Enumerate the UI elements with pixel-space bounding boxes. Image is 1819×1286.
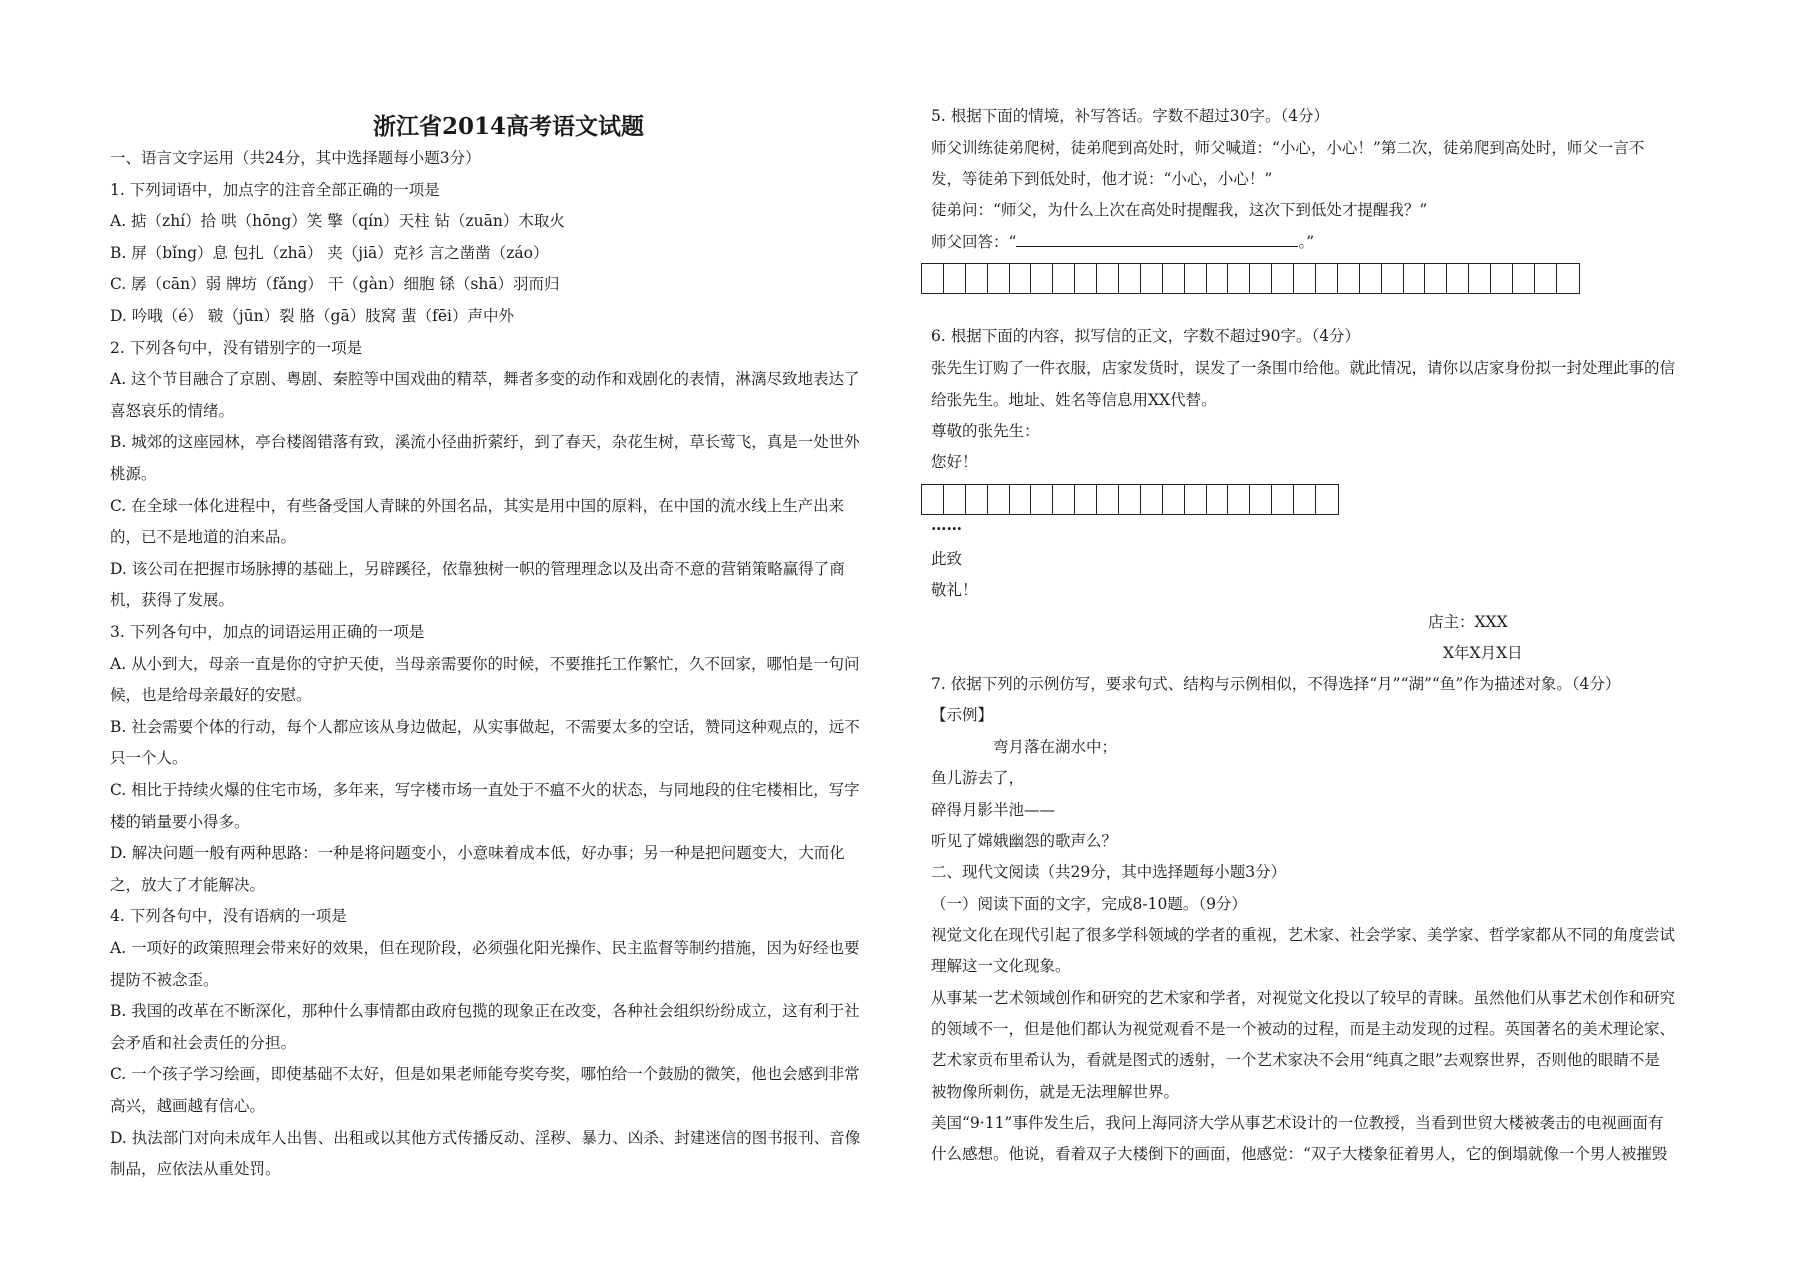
reading-line: 什么感想。他说，看着双子大楼倒下的画面，他感觉：“双子大楼象征着男人，它的倒塌就像一个男人被摧毁	[931, 1145, 1668, 1163]
answer-grid-cell[interactable]	[1053, 485, 1075, 514]
answer-grid-cell[interactable]	[922, 264, 944, 293]
q5-question: 徒弟问：“师父，为什么上次在高处时提醒我，这次下到低处才提醒我？”	[931, 201, 1428, 219]
letter-greeting: 尊敬的张先生：	[931, 422, 1040, 440]
answer-grid-cell[interactable]	[1031, 264, 1053, 293]
left-text-line: B. 屏（bǐng）息 包扎（zhā） 夹（jiā）克衫 言之凿凿（záo）	[110, 244, 549, 262]
left-text-line: A. 从小到大，母亲一直是你的守护天使，当母亲需要你的时候，不要推托工作繁忙，久不回家，哪怕是一句问	[110, 655, 860, 673]
letter-signer: 店主：XXX	[1428, 613, 1508, 631]
answer-grid-cell[interactable]	[1316, 485, 1338, 514]
answer-grid-cell[interactable]	[1097, 264, 1119, 293]
answer-grid-cell[interactable]	[1163, 485, 1185, 514]
left-text-line: D. 该公司在把握市场脉搏的基础上，另辟蹊径，依靠独树一帜的管理理念以及出奇不意的营销策略赢得了商	[110, 560, 845, 578]
exam-title: 浙江省2014高考语文试题	[373, 113, 645, 140]
q5-prompt: 5. 根据下面的情境，补写答话。字数不超过30字。（4分）	[931, 107, 1330, 125]
left-text-line: 的，已不是地道的泊来品。	[110, 528, 297, 546]
answer-grid-cell[interactable]	[922, 485, 944, 514]
left-text-line: 制品，应依法从重处罚。	[110, 1160, 281, 1178]
answer-grid-cell[interactable]	[1447, 264, 1469, 293]
answer-grid-cell[interactable]	[1163, 264, 1185, 293]
left-text-line: A. 一项好的政策照理会带来好的效果，但在现阶段，必须强化阳光操作、民主监督等制约措施，因为好经也要	[110, 939, 860, 957]
left-text-line: 机，获得了发展。	[110, 591, 235, 609]
q7-poem-line: 鱼儿游去了，	[931, 769, 1025, 787]
answer-grid-cell[interactable]	[1404, 264, 1426, 293]
left-text-line: 提防不被念歪。	[110, 971, 219, 989]
q6-answer-grid[interactable]	[921, 484, 1339, 515]
answer-grid-cell[interactable]	[1207, 264, 1229, 293]
left-text-line: 3. 下列各句中，加点的词语运用正确的一项是	[110, 623, 425, 641]
q5-answer-grid[interactable]	[921, 263, 1580, 294]
answer-grid-cell[interactable]	[1207, 485, 1229, 514]
answer-grid-cell[interactable]	[1228, 485, 1250, 514]
answer-grid-cell[interactable]	[1250, 264, 1272, 293]
answer-grid-cell[interactable]	[1228, 264, 1250, 293]
answer-grid-cell[interactable]	[1382, 264, 1404, 293]
q5-scenario-line: 师父训练徒弟爬树，徒弟爬到高处时，师父喊道：“小心，小心！”第二次，徒弟爬到高处时，师父一言不	[931, 139, 1645, 157]
left-text-line: 楼的销量要小得多。	[110, 813, 250, 831]
left-text-line: 之，放大了才能解决。	[110, 876, 266, 894]
answer-grid-cell[interactable]	[1185, 264, 1207, 293]
left-text-line: D. 吟哦（é） 皲（jūn）裂 胳（gā）肢窝 蜚（fēi）声中外	[110, 307, 514, 325]
left-text-line: D. 解决问题一般有两种思路：一种是将问题变小，小意味着成本低，好办事；另一种是把问题变大，大而化	[110, 844, 845, 862]
left-text-line: D. 执法部门对向未成年人出售、出租或以其他方式传播反动、淫秽、暴力、凶杀、封建迷信的图书报刊、音像	[110, 1129, 861, 1147]
answer-grid-cell[interactable]	[1010, 485, 1032, 514]
letter-closing: 敬礼！	[931, 581, 978, 599]
left-text-line: 2. 下列各句中，没有错别字的一项是	[110, 339, 363, 357]
answer-grid-cell[interactable]	[1469, 264, 1491, 293]
answer-grid-cell[interactable]	[1316, 264, 1338, 293]
left-text-line: B. 社会需要个体的行动，每个人都应该从身边做起，从实事做起，不需要太多的空话，赞同这种观点的，远不	[110, 718, 860, 736]
letter-closing: 此致	[931, 550, 963, 568]
left-text-line: C. 在全球一体化进程中，有些备受国人青睐的外国名品，其实是用中国的原料，在中国的流水线上生产出来	[110, 497, 845, 515]
reading-line: 从事某一艺术领域创作和研究的艺术家和学者，对视觉文化投以了较早的青睐。虽然他们从事艺术创作和研究	[931, 989, 1676, 1007]
answer-grid-cell[interactable]	[1535, 264, 1557, 293]
left-text-line: 喜怒哀乐的情绪。	[110, 402, 235, 420]
left-text-line: C. 孱（cān）弱 牌坊（fǎng） 干（gàn）细胞 铩（shā）羽而归	[110, 275, 560, 293]
answer-grid-cell[interactable]	[1031, 485, 1053, 514]
left-text-line: A. 掂（zhí）拾 哄（hōng）笑 擎（qín）天柱 钻（zuān）木取火	[110, 212, 565, 230]
answer-grid-cell[interactable]	[1294, 264, 1316, 293]
section2-subheading: （一）阅读下面的文字，完成8-10题。（9分）	[931, 895, 1247, 913]
answer-grid-cell[interactable]	[1272, 485, 1294, 514]
q6-scenario-line: 张先生订购了一件衣服，店家发货时，误发了一条围巾给他。就此情况，请你以店家身份拟一封处理此事的信	[931, 359, 1676, 377]
left-text-line: 会矛盾和社会责任的分担。	[110, 1034, 297, 1052]
left-text-line: 候，也是给母亲最好的安慰。	[110, 686, 312, 704]
left-text-line: 一、语言文字运用（共24分，其中选择题每小题3分）	[110, 149, 481, 167]
left-text-line: C. 相比于持续火爆的住宅市场，多年来，写字楼市场一直处于不瘟不火的状态，与同地段的住宅楼相比，写字	[110, 781, 860, 799]
answer-grid-cell[interactable]	[1053, 264, 1075, 293]
reading-line: 理解这一文化现象。	[931, 957, 1071, 975]
answer-grid-cell[interactable]	[1338, 264, 1360, 293]
answer-grid-cell[interactable]	[966, 264, 988, 293]
left-text-line: 只一个人。	[110, 749, 188, 767]
answer-grid-cell[interactable]	[988, 264, 1010, 293]
q5-answer-blank[interactable]	[1016, 232, 1298, 247]
q5-answer-prefix: 师父回答：“	[931, 233, 1017, 251]
left-text-line: B. 城郊的这座园林，亭台楼阁错落有致，溪流小径曲折萦纡，到了春天，杂花生树，草长莺飞，真是一处世外	[110, 433, 860, 451]
left-text-line: 4. 下列各句中，没有语病的一项是	[110, 907, 347, 925]
left-text-line: 1. 下列词语中，加点字的注音全部正确的一项是	[110, 181, 440, 199]
answer-grid-cell[interactable]	[1075, 485, 1097, 514]
answer-grid-cell[interactable]	[1097, 485, 1119, 514]
left-text-line: 桃源。	[110, 465, 157, 483]
answer-grid-cell[interactable]	[944, 485, 966, 514]
q5-answer-line	[931, 232, 1314, 252]
left-text-line: A. 这个节目融合了京剧、粤剧、秦腔等中国戏曲的精萃，舞者多变的动作和戏剧化的表情，淋漓尽致地表达了	[110, 370, 860, 388]
answer-grid-cell[interactable]	[966, 485, 988, 514]
reading-line: 被物像所刺伤，就是无法理解世界。	[931, 1083, 1180, 1101]
answer-grid-cell[interactable]	[1491, 264, 1513, 293]
q5-scenario-line: 发，等徒弟下到低处时，他才说：“小心，小心！”	[931, 170, 1273, 188]
answer-grid-cell[interactable]	[1360, 264, 1382, 293]
reading-line: 视觉文化在现代引起了很多学科领域的学者的重视，艺术家、社会学家、美学家、哲学家都从不同的角度尝试	[931, 926, 1676, 944]
q6-prompt: 6. 根据下面的内容，拟写信的正文，字数不超过90字。（4分）	[931, 327, 1361, 345]
letter-date: X年X月X日	[1443, 644, 1523, 662]
answer-grid-cell[interactable]	[1185, 485, 1207, 514]
answer-grid-cell[interactable]	[1294, 485, 1316, 514]
answer-grid-cell[interactable]	[1425, 264, 1447, 293]
q7-example-label: 【示例】	[931, 706, 994, 724]
answer-grid-cell[interactable]	[1075, 264, 1097, 293]
answer-grid-cell[interactable]	[1557, 264, 1579, 293]
answer-grid-cell[interactable]	[1119, 485, 1141, 514]
reading-line: 美国“9·11”事件发生后，我问上海同济大学从事艺术设计的一位教授，当看到世贸大楼被袭击的电视画面有	[931, 1114, 1664, 1132]
answer-grid-cell[interactable]	[1272, 264, 1294, 293]
reading-line: 的领域不一，但是他们都认为视觉观看不是一个被动的过程，而是主动发现的过程。英国著名的美术理论家、	[931, 1020, 1676, 1038]
section2-heading: 二、现代文阅读（共29分，其中选择题每小题3分）	[931, 863, 1287, 881]
left-text-line: B. 我国的改革在不断深化，那种什么事情都由政府包揽的现象正在改变，各种社会组织纷纷成立，这有利于社	[110, 1002, 860, 1020]
q7-poem-line: 听见了嫦娥幽怨的歌声么？	[931, 832, 1118, 850]
q7-poem-line: 弯月落在湖水中；	[993, 738, 1118, 756]
answer-grid-cell[interactable]	[1141, 264, 1163, 293]
q5-answer-suffix: 。”	[1298, 233, 1315, 251]
q7-poem-line: 碎得月影半池——	[931, 801, 1056, 819]
answer-grid-cell[interactable]	[1010, 264, 1032, 293]
letter-hello: 您好！	[931, 453, 978, 471]
letter-ellipsis: ……	[931, 515, 962, 534]
answer-grid-cell[interactable]	[944, 264, 966, 293]
q7-prompt: 7. 依据下列的示例仿写，要求句式、结构与示例相似，不得选择“月”“湖”“鱼”作为描述对象。（4分）	[931, 675, 1621, 693]
answer-grid-cell[interactable]	[1119, 264, 1141, 293]
q6-scenario-line: 给张先生。地址、姓名等信息用XX代替。	[931, 391, 1217, 409]
answer-grid-cell[interactable]	[1141, 485, 1163, 514]
left-text-line: 高兴，越画越有信心。	[110, 1097, 266, 1115]
reading-line: 艺术家贡布里希认为，看就是图式的透射，一个艺术家决不会用“纯真之眼”去观察世界，否则他的眼睛不是	[931, 1051, 1660, 1069]
answer-grid-cell[interactable]	[1250, 485, 1272, 514]
left-text-line: C. 一个孩子学习绘画，即使基础不太好，但是如果老师能夸奖夸奖，哪怕给一个鼓励的微笑，他也会感到非常	[110, 1065, 860, 1083]
answer-grid-cell[interactable]	[988, 485, 1010, 514]
answer-grid-cell[interactable]	[1513, 264, 1535, 293]
